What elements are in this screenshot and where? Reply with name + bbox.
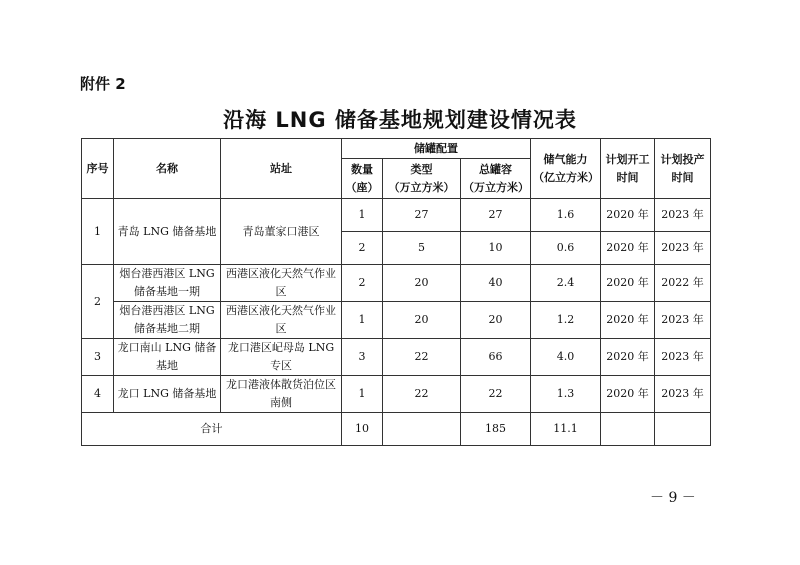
total-capacity: 11.1 <box>531 413 601 446</box>
header-type: 类型 （万立方米） <box>383 159 461 199</box>
cell-total: 10 <box>461 232 531 265</box>
total-row <box>82 413 711 446</box>
cell-start: 2020 年 <box>601 376 655 413</box>
cell-qty: 1 <box>342 199 383 232</box>
cell-operation: 2023 年 <box>655 376 711 413</box>
cell-capacity: 0.6 <box>531 232 601 265</box>
cell-site: 青岛董家口港区 <box>221 199 342 265</box>
table-row <box>82 376 711 413</box>
cell-capacity: 1.6 <box>531 199 601 232</box>
cell-capacity: 1.3 <box>531 376 601 413</box>
total-label: 合计 <box>82 413 342 446</box>
cell-index: 4 <box>82 376 114 413</box>
cell-site: 龙口港区屺母岛 LNG 专区 <box>221 339 342 376</box>
cell-start: 2020 年 <box>601 199 655 232</box>
total-operation <box>655 413 711 446</box>
cell-index: 2 <box>82 265 114 339</box>
cell-type: 20 <box>383 265 461 302</box>
cell-type: 22 <box>383 339 461 376</box>
lng-base-table <box>81 138 711 446</box>
cell-type: 22 <box>383 376 461 413</box>
header-index: 序号 <box>82 139 114 199</box>
cell-start: 2020 年 <box>601 339 655 376</box>
header-start: 计划开工 时间 <box>601 139 655 199</box>
total-start <box>601 413 655 446</box>
cell-index: 3 <box>82 339 114 376</box>
cell-site: 西港区液化天然气作业区 <box>221 265 342 302</box>
cell-qty: 1 <box>342 376 383 413</box>
cell-name: 青岛 LNG 储备基地 <box>114 199 221 265</box>
header-site: 站址 <box>221 139 342 199</box>
header-name: 名称 <box>114 139 221 199</box>
cell-start: 2020 年 <box>601 302 655 339</box>
cell-type: 5 <box>383 232 461 265</box>
total-total: 185 <box>461 413 531 446</box>
cell-operation: 2023 年 <box>655 199 711 232</box>
header-row-1 <box>82 139 711 159</box>
header-total: 总罐容 （万立方米） <box>461 159 531 199</box>
cell-total: 27 <box>461 199 531 232</box>
cell-capacity: 2.4 <box>531 265 601 302</box>
table-row <box>82 265 711 302</box>
cell-capacity: 4.0 <box>531 339 601 376</box>
document-title: 沿海 LNG 储备基地规划建设情况表 <box>223 108 577 132</box>
cell-name: 烟台港西港区 LNG 储备基地二期 <box>114 302 221 339</box>
header-tank-config: 储罐配置 <box>342 139 531 159</box>
cell-name: 龙口 LNG 储备基地 <box>114 376 221 413</box>
cell-operation: 2023 年 <box>655 232 711 265</box>
cell-type: 20 <box>383 302 461 339</box>
total-type <box>383 413 461 446</box>
cell-start: 2020 年 <box>601 265 655 302</box>
table-row <box>82 339 711 376</box>
cell-total: 66 <box>461 339 531 376</box>
cell-qty: 1 <box>342 302 383 339</box>
cell-total: 22 <box>461 376 531 413</box>
page-number: － 9 － <box>650 490 696 506</box>
attachment-label: 附件 2 <box>80 75 126 93</box>
cell-capacity: 1.2 <box>531 302 601 339</box>
cell-site: 龙口港液体散货泊位区南侧 <box>221 376 342 413</box>
cell-site: 西港区液化天然气作业区 <box>221 302 342 339</box>
header-quantity: 数量 （座） <box>342 159 383 199</box>
header-operation: 计划投产 时间 <box>655 139 711 199</box>
table-row <box>82 199 711 232</box>
cell-qty: 2 <box>342 265 383 302</box>
cell-qty: 2 <box>342 232 383 265</box>
cell-operation: 2022 年 <box>655 265 711 302</box>
cell-operation: 2023 年 <box>655 339 711 376</box>
cell-total: 20 <box>461 302 531 339</box>
cell-type: 27 <box>383 199 461 232</box>
cell-index: 1 <box>82 199 114 265</box>
cell-qty: 3 <box>342 339 383 376</box>
cell-name: 烟台港西港区 LNG 储备基地一期 <box>114 265 221 302</box>
table-row <box>82 302 711 339</box>
cell-operation: 2023 年 <box>655 302 711 339</box>
total-qty: 10 <box>342 413 383 446</box>
cell-total: 40 <box>461 265 531 302</box>
cell-name: 龙口南山 LNG 储备基地 <box>114 339 221 376</box>
header-capacity: 储气能力 （亿立方米） <box>531 139 601 199</box>
cell-start: 2020 年 <box>601 232 655 265</box>
